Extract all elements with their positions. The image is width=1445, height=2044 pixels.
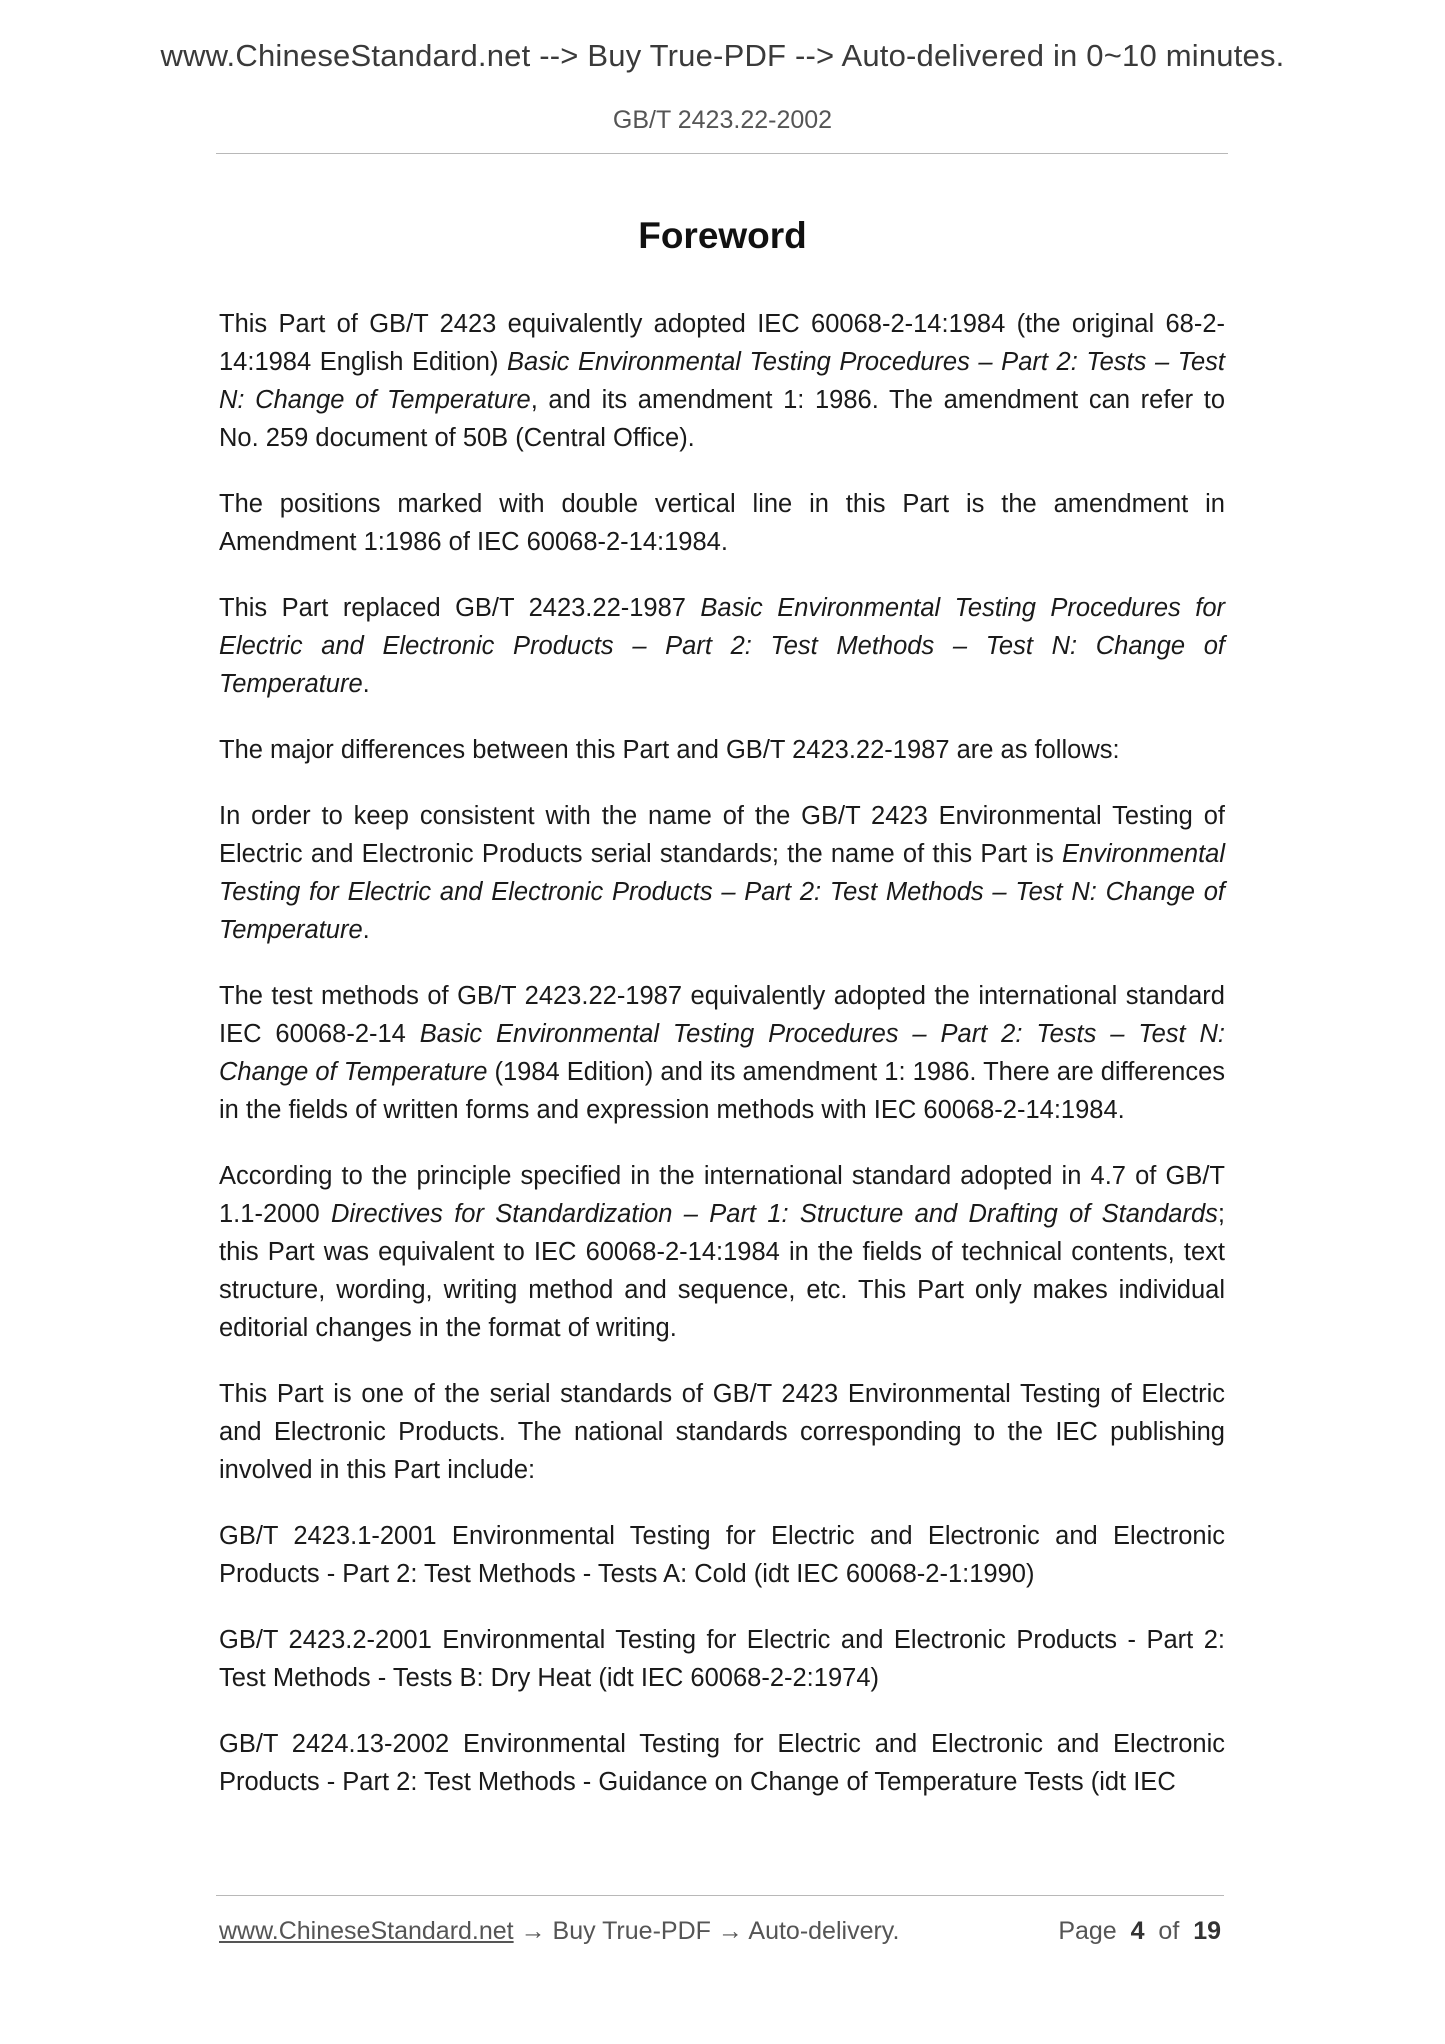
footer-purchase-note [219,1917,899,1946]
foreword-body [219,305,1225,1829]
paragraph-principle [219,1157,1225,1347]
paragraph-name-consistency [219,797,1225,949]
text-run: . [362,670,370,698]
italic-title: Basic Environmental Testing Procedures – Part 2: Tests – Test N: Change of Temperature [219,348,1225,414]
text-run: GB/T 2423.2-2001 Environmental Testing for Electric and Electronic Products - Part 2: Test Methods - Tests B: Dry Heat (idt IEC 60068-2-2:1974) [219,1626,1225,1692]
italic-title: Basic Environmental Testing Procedures – Part 2: Tests – Test N: Change of Temperature [219,1020,1225,1086]
paragraph-serial-standards [219,1375,1225,1489]
italic-title: Environmental Testing for Electric and Electronic Products – Part 2: Test Methods – Test N: Change of Temperature [219,840,1225,944]
paragraph-test-methods [219,977,1225,1129]
paragraph-replaced [219,589,1225,703]
text-run: ; this Part was equivalent to IEC 60068-2-14:1984 in the fields of technical contents, text structure, wording, writing method and sequence, etc. This Part only makes individual editorial changes in the format of writing. [219,1200,1225,1342]
text-run: , and its amendment 1: 1986. The amendment can refer to No. 259 document of 50B (Central Office). [219,386,1226,452]
header-divider [216,153,1228,154]
reference-gbt-2423-2 [219,1621,1225,1697]
italic-title: Directives for Standardization – Part 1: Structure and Drafting of Standards [330,1200,1218,1228]
page-label: Page [1058,1917,1117,1945]
text-run: The major differences between this Part and GB/T 2423.22-1987 are as follows: [219,736,1120,764]
text-run: According to the principle specified in the international standard adopted in 4.7 of GB/T 1.1-2000 [219,1162,1225,1228]
text-run: This Part replaced GB/T 2423.22-1987 [219,594,701,622]
paragraph-adoption [219,305,1225,457]
page-number: 4 [1130,1917,1145,1945]
reference-gbt-2424-13 [219,1725,1225,1801]
footer-divider [216,1895,1224,1896]
paragraph-major-differences [219,731,1225,769]
of-label: of [1158,1917,1180,1945]
footer-tail-text: → Buy True-PDF → Auto-delivery. [513,1917,900,1945]
text-run: In order to keep consistent with the name of the GB/T 2423 Environmental Testing of Electric and Electronic Products serial standards; the name of this Part is [219,802,1225,868]
document-code: GB/T 2423.22-2002 [612,106,833,134]
top-banner: www.ChineseStandard.net --> Buy True-PDF --> Auto-delivered in 0~10 minutes. [160,38,1285,73]
italic-title: Basic Environmental Testing Procedures for Electric and Electronic Products – Part 2: Test Methods – Test N: Change of Temperature [219,594,1225,698]
paragraph-amendment-marks [219,485,1225,561]
page-indicator [1058,1917,1221,1946]
page-title: Foreword [638,215,807,256]
text-run: GB/T 2423.1-2001 Environmental Testing for Electric and Electronic and Electronic Products - Part 2: Test Methods - Tests A: Cold (idt IEC 60068-2-1:1990) [219,1522,1225,1588]
text-run: This Part is one of the serial standards of GB/T 2423 Environmental Testing of Electric and Electronic Products. The national standards corresponding to the IEC publishing involved in this Part include: [219,1380,1225,1484]
text-run: This Part of GB/T 2423 equivalently adopted IEC 60068-2-14:1984 (the original 68-2-14:1984 English Edition) [219,310,1225,376]
website-link[interactable]: www.ChineseStandard.net [219,1917,514,1945]
text-run: The test methods of GB/T 2423.22-1987 equivalently adopted the international standard IEC 60068-2-14 [219,982,1225,1048]
text-run: GB/T 2424.13-2002 Environmental Testing for Electric and Electronic and Electronic Products - Part 2: Test Methods - Guidance on Change of Temperature Tests (idt IEC [219,1730,1225,1796]
text-run: (1984 Edition) and its amendment 1: 1986. There are differences in the fields of written forms and expression methods with IEC 60068-2-14:1984. [219,1058,1226,1124]
text-run: . [362,916,370,944]
reference-gbt-2423-1 [219,1517,1225,1593]
page-total: 19 [1193,1917,1221,1945]
text-run: The positions marked with double vertical line in this Part is the amendment in Amendment 1:1986 of IEC 60068-2-14:1984. [219,490,1225,556]
